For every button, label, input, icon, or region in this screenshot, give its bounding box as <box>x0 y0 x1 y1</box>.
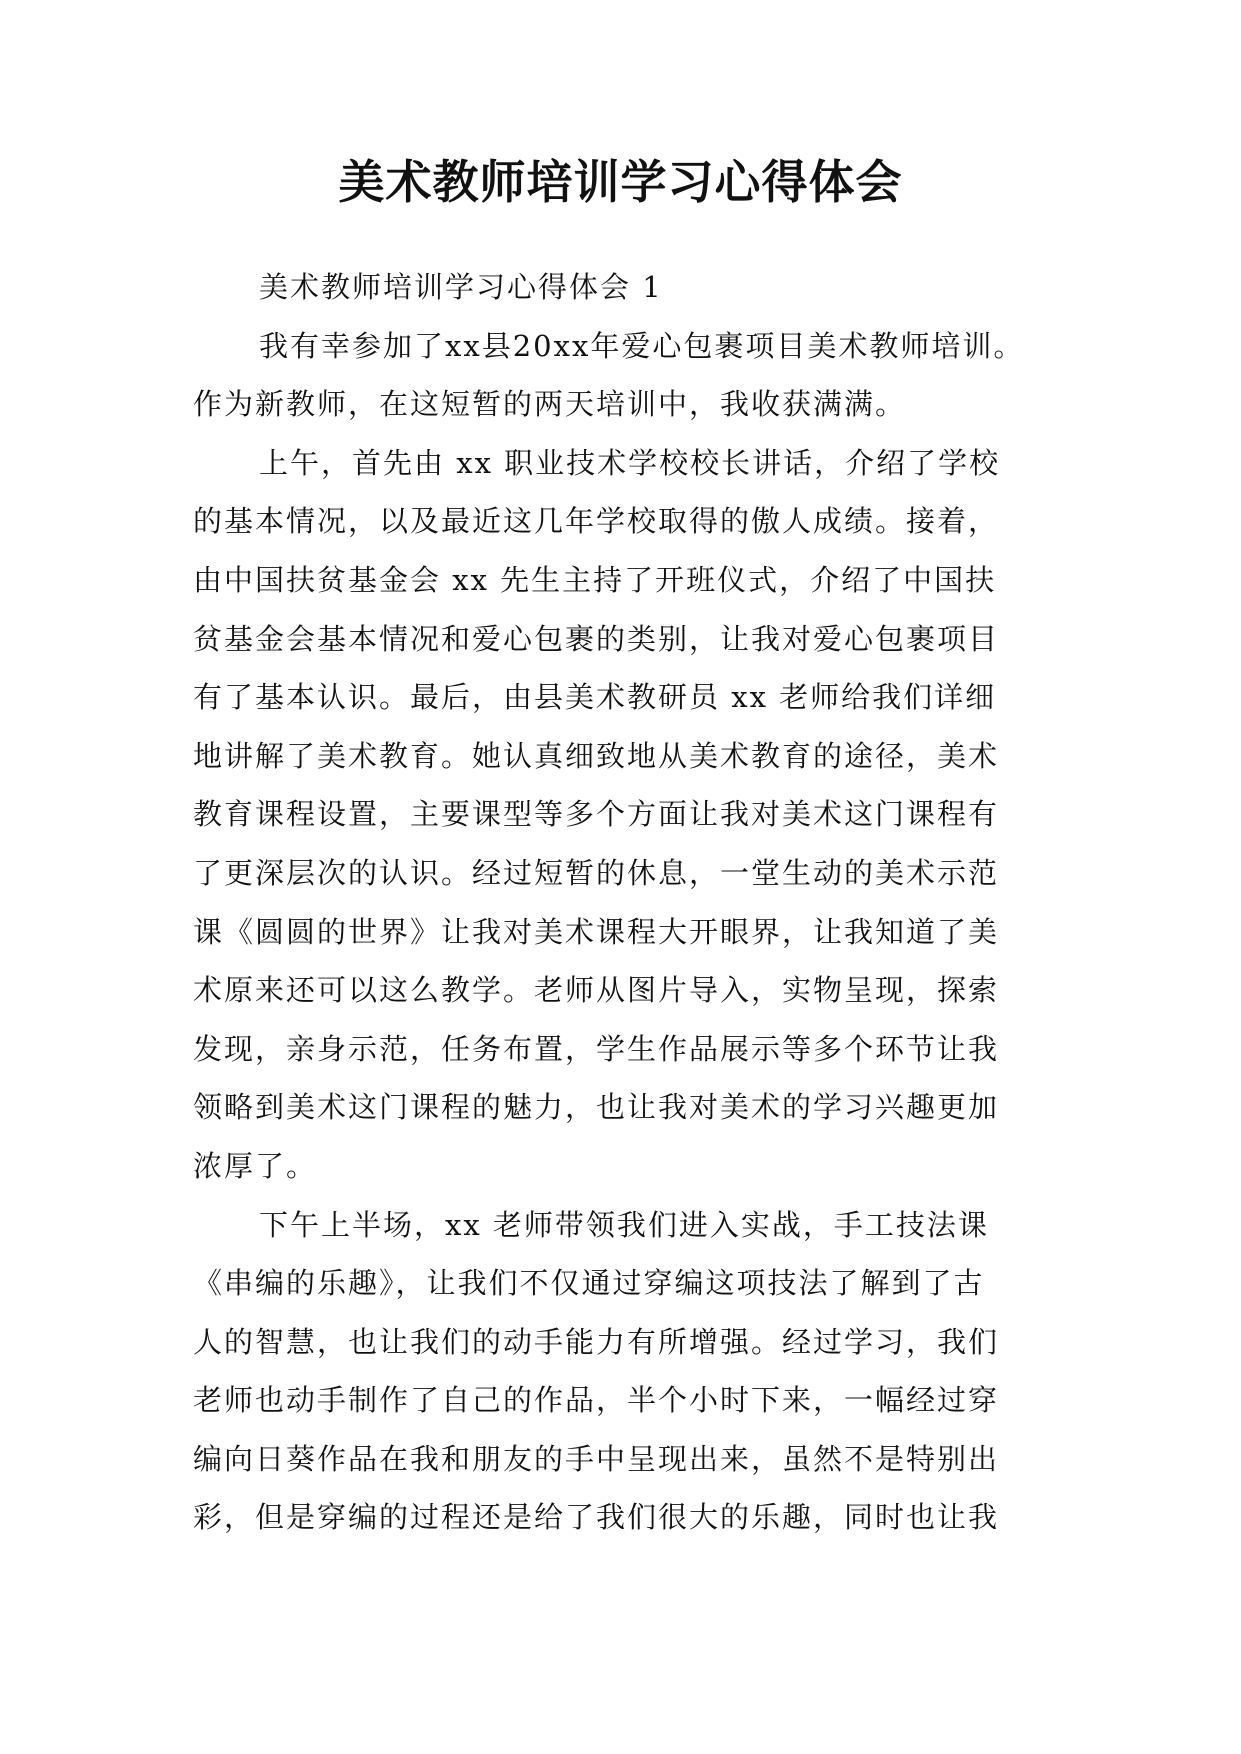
paragraph-line: 由中国扶贫基金会 xx 先生主持了开班仪式，介绍了中国扶 <box>193 562 997 597</box>
section-heading: 美术教师培训学习心得体会 1 <box>259 270 663 304</box>
paragraph-line: 上午，首先由 xx 职业技术学校校长讲话，介绍了学校 <box>259 445 1001 480</box>
paragraph-line: 发现，亲身示范，任务布置，学生作品展示等多个环节让我 <box>193 1031 1000 1066</box>
paragraph-line: 术原来还可以这么教学。老师从图片导入，实物呈现，探索 <box>193 973 1000 1008</box>
paragraph-line: 彩，但是穿编的过程还是给了我们很大的乐趣，同时也让我 <box>193 1500 1000 1535</box>
paragraph-line: 了更深层次的认识。经过短暂的休息，一堂生动的美术示范 <box>193 855 1000 890</box>
paragraph-line: 教育课程设置，主要课型等多个方面让我对美术这门课程有 <box>193 797 1000 832</box>
paragraph-line: 作为新教师，在这短暂的两天培训中，我收获满满。 <box>193 387 907 422</box>
paragraph-line: 我有幸参加了xx县20xx年爱心包裹项目美术教师培训。 <box>259 328 1025 363</box>
paragraph-line: 老师也动手制作了自己的作品，半个小时下来，一幅经过穿 <box>193 1383 1000 1418</box>
document-title: 美术教师培训学习心得体会 <box>338 155 903 209</box>
paragraph-line: 编向日葵作品在我和朋友的手中呈现出来，虽然不是特别出 <box>193 1441 1000 1476</box>
paragraph-line: 人的智慧，也让我们的动手能力有所增强。经过学习，我们 <box>193 1324 1000 1359</box>
paragraph-line: 下午上半场，xx 老师带领我们进入实战，手工技法课 <box>259 1207 989 1242</box>
paragraph-line: 领略到美术这门课程的魅力，也让我对美术的学习兴趣更加 <box>193 1090 1000 1125</box>
document-body <box>193 258 1073 1547</box>
paragraph-line: 课《圆圆的世界》让我对美术课程大开眼界，让我知道了美 <box>193 914 1000 949</box>
paragraph-line: 的基本情况，以及最近这几年学校取得的傲人成绩。接着， <box>193 504 1000 539</box>
paragraph-line: 有了基本认识。最后，由县美术教研员 xx 老师给我们详细 <box>193 680 997 715</box>
paragraph-line: 地讲解了美术教育。她认真细致地从美术教育的途径，美术 <box>193 738 1000 773</box>
paragraph-line: 贫基金会基本情况和爱心包裹的类别，让我对爱心包裹项目 <box>193 621 1000 656</box>
paragraph-line: 《串编的乐趣》，让我们不仅通过穿编这项技法了解到了古 <box>193 1266 985 1301</box>
paragraph-line: 浓厚了。 <box>193 1148 318 1183</box>
